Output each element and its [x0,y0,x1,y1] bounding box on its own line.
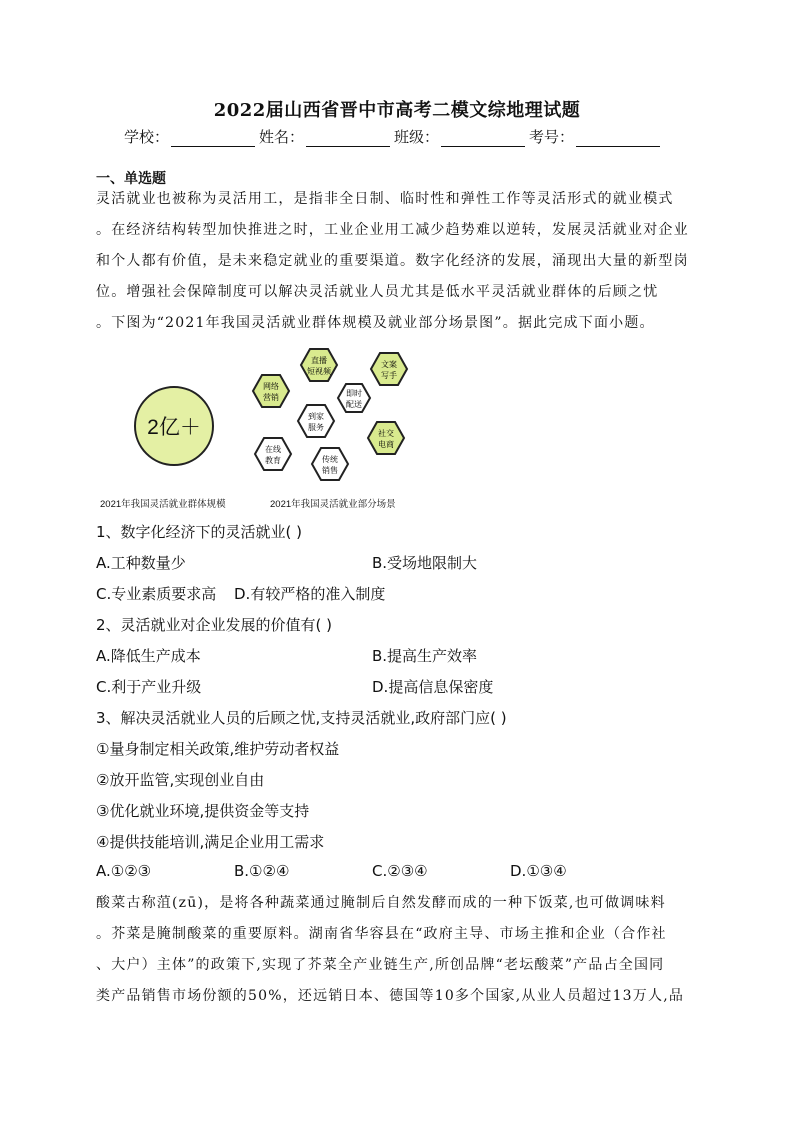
exam-number-label: 考号： [529,128,575,146]
passage-line: 。下图为“2021年我国灵活就业群体规模及就业部分场景图”。据此完成下面小题。 [96,315,655,331]
exam-number-blank[interactable] [576,130,660,147]
question-2-option-d[interactable]: D.提高信息保密度 [372,678,494,696]
hex-social-ecommerce [368,422,404,454]
passage-line: 和个人都有价值，是未来稳定就业的重要渠道。数字化经济的发展，涌现出大量的新型岗 [96,253,689,269]
question-3-option-c[interactable]: C.②③④ [372,862,428,880]
passage-line: 。芥菜是腌制酸菜的重要原料。湖南省华容县在“政府主导、市场主推和企业（合作社 [96,926,667,942]
question-3-statement-4: ④提供技能培训,满足企业用工需求 [96,833,325,851]
hex-online-education [255,438,291,470]
hex-label: 在线 [265,445,281,454]
hex-label: 网络 [263,382,279,391]
hex-label: 服务 [308,423,324,432]
hex-label: 电商 [378,440,394,449]
hex-label: 销售 [322,466,338,475]
class-blank[interactable] [441,130,525,147]
name-blank[interactable] [306,130,390,147]
hex-label: 营销 [263,393,279,402]
question-1-option-c[interactable]: C.专业素质要求高 [96,585,217,603]
figure-caption-right: 2021年我国灵活就业部分场景 [270,499,396,510]
question-3-option-b[interactable]: B.①②④ [234,862,290,880]
hex-label: 教育 [265,456,281,465]
section-heading: 一、单选题 [96,171,166,187]
passage-flexible-employment [96,184,706,339]
question-3-statement-2: ②放开监管,实现创业自由 [96,771,265,789]
hex-label: 短视频 [307,367,331,376]
hex-label: 社交 [378,429,394,438]
exam-title: 2022届山西省晋中市高考二模文综地理试题 [213,100,581,121]
hex-traditional-sales [312,448,348,480]
question-1-stem: 1、数字化经济下的灵活就业( ) [96,523,303,541]
passage-line: 酸菜古称菹(zū)，是将各种蔬菜通过腌制后自然发酵而成的一种下饭菜,也可做调味料 [96,895,666,911]
hex-label: 配送 [346,400,362,409]
student-info-row [124,126,664,147]
hex-label: 写手 [381,371,397,380]
hex-label: 文案 [381,360,397,369]
passage-line: 灵活就业也被称为灵活用工，是指非全日制、临时性和弹性工作等灵活形式的就业模式 [96,191,674,207]
hex-instant-delivery [338,384,370,412]
employment-figure [96,346,436,516]
school-label: 学校： [124,128,170,146]
passage-line: 。在经济结构转型加快推进之时，工业企业用工减少趋势难以逆转，发展灵活就业对企业 [96,222,689,238]
question-3-option-d[interactable]: D.①③④ [510,862,567,880]
school-blank[interactable] [171,130,255,147]
question-2-stem: 2、灵活就业对企业发展的价值有( ) [96,616,333,634]
scale-circle [134,386,214,466]
question-3-statement-1: ①量身制定相关政策,维护劳动者权益 [96,740,340,758]
name-label: 姓名： [259,128,305,146]
passage-pickled-vegetable [96,888,706,1012]
hex-copywriter [371,353,407,385]
question-2-option-b[interactable]: B.提高生产效率 [372,647,478,665]
question-1-option-a[interactable]: A.工种数量少 [96,554,186,572]
question-2-option-c[interactable]: C.利于产业升级 [96,678,202,696]
question-1-option-d[interactable]: D.有较严格的准入制度 [234,585,386,603]
passage-line: 类产品销售市场份额的50%，还远销日本、德国等10多个国家,从业人员超过13万人,品 [96,988,685,1004]
question-3-statement-3: ③优化就业环境,提供资金等支持 [96,802,310,820]
question-1-option-b[interactable]: B.受场地限制大 [372,554,478,572]
hex-live-streaming [301,349,337,381]
hex-label: 直播 [311,356,327,365]
passage-line: 位。增强社会保障制度可以解决灵活就业人员尤其是低水平灵活就业群体的后顾之忧 [96,284,659,300]
hex-label: 即时 [346,389,362,398]
passage-line: 、大户）主体”的政策下,实现了芥菜全产业链生产,所创品牌“老坛酸菜”产品占全国同 [96,957,665,973]
hex-label: 传统 [322,455,338,464]
figure-caption-left: 2021年我国灵活就业群体规模 [100,499,226,510]
hex-label: 到家 [308,412,324,421]
scene-hexagons [246,346,426,488]
question-3-option-a[interactable]: A.①②③ [96,862,152,880]
hex-network-marketing [253,375,289,407]
question-3-stem: 3、解决灵活就业人员的后顾之忧,支持灵活就业,政府部门应( ) [96,709,507,727]
question-2-option-a[interactable]: A.降低生产成本 [96,647,201,665]
class-label: 班级： [394,128,440,146]
hex-home-service [298,405,334,437]
scale-value: 2亿＋ [147,416,201,439]
